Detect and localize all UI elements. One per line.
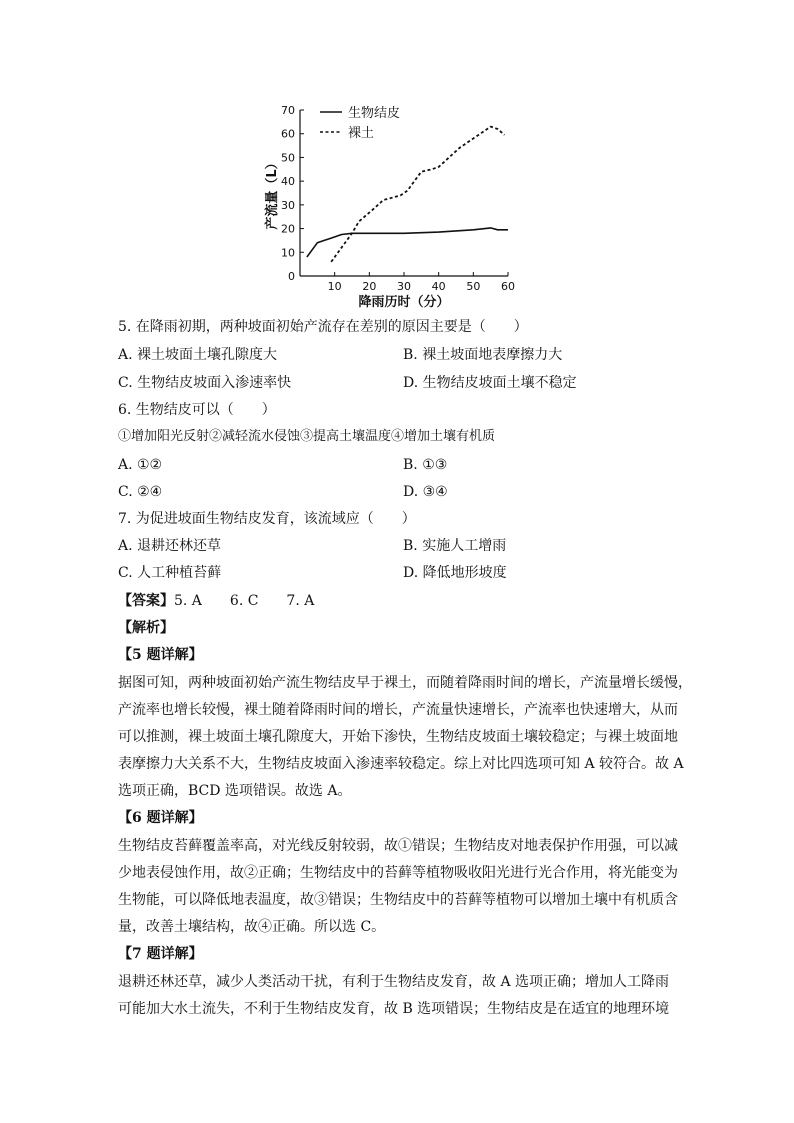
q7-option-a: A. 退耕还林还草: [118, 538, 222, 554]
detail5-line: 据图可知，两种坡面初始产流生物结皮早于裸土，而随着降雨时间的增长，产流量增长缓慢，: [118, 675, 692, 691]
answer-label: 【答案】: [118, 593, 174, 609]
detail7-label: 【7 题详解】: [118, 946, 203, 962]
detail5-line: 可以推测，裸土坡面土壤孔隙度大，开始下渗快，生物结皮坡面土壤较稳定；与裸土坡面地: [118, 729, 678, 745]
y-tick-label: 60: [281, 127, 295, 141]
y-tick-label: 40: [281, 175, 295, 189]
chart-svg: [262, 98, 562, 313]
runoff-line-chart: [262, 98, 562, 313]
detail6-line: 生物结皮苔藓覆盖率高，对光线反射较弱，故①错误；生物结皮对地表保护作用强，可以减: [118, 838, 678, 854]
q6-option-a: A. ①②: [118, 457, 163, 473]
q6-stem: 6. 生物结皮可以（ ）: [118, 402, 276, 418]
analysis-label: 【解析】: [118, 620, 174, 636]
detail5-label: 【5 题详解】: [118, 647, 203, 663]
detail6-line: 少地表侵蚀作用，故②正确；生物结皮中的苔藓等植物吸收阳光进行光合作用，将光能变为: [118, 865, 678, 881]
series-line-2: [331, 127, 504, 262]
q6-option-d: D. ③④: [403, 484, 448, 500]
q6-option-b: B. ①③: [403, 457, 448, 473]
series-line-1: [307, 228, 508, 257]
x-axis-label: 降雨历时（分）: [358, 295, 450, 310]
detail5-line: 表摩擦力大关系不大，生物结皮坡面入渗速率较稳定。综上对比四选项可知 A 较符合。故 A: [118, 756, 684, 772]
x-tick-label: 30: [397, 280, 411, 293]
y-tick-label: 50: [281, 151, 295, 165]
detail5-line: 选项正确，BCD 选项错误。故选 A。: [118, 783, 352, 799]
q5-option-c: C. 生物结皮坡面入渗速率快: [118, 375, 292, 391]
detail6-line: 量，改善土壤结构，故④正确。所以选 C。: [118, 919, 386, 935]
q6-items: ①增加阳光反射②减轻流水侵蚀③提高土壤温度④增加土壤有机质: [118, 429, 496, 444]
legend-label-2: 裸土: [348, 126, 375, 141]
q7-option-d: D. 降低地形坡度: [403, 565, 507, 581]
y-axis-label: 产流量（L）: [265, 156, 280, 230]
y-tick-label: 30: [281, 198, 295, 212]
q5-option-a: A. 裸土坡面土壤孔隙度大: [118, 347, 278, 363]
q5-stem: 5. 在降雨初期，两种坡面初始产流存在差别的原因主要是（ ）: [118, 319, 528, 335]
y-tick-label: 70: [281, 104, 295, 117]
legend-label-1: 生物结皮: [348, 106, 401, 121]
x-tick-label: 20: [362, 280, 377, 293]
y-tick-label: 20: [281, 222, 295, 236]
x-tick-label: 50: [466, 280, 481, 293]
q7-option-b: B. 实施人工增雨: [403, 538, 507, 554]
y-tick-label: 0: [288, 270, 295, 283]
q5-option-b: B. 裸土坡面地表摩擦力大: [403, 347, 563, 363]
detail7-line: 可能加大水土流失，不利于生物结皮发育，故 B 选项错误；生物结皮是在适宜的地理环境: [118, 1001, 670, 1017]
q7-option-c: C. 人工种植苔藓: [118, 565, 222, 581]
q5-option-d: D. 生物结皮坡面土壤不稳定: [403, 375, 577, 391]
answer-text: 5. A 6. C 7. A: [174, 593, 315, 609]
q7-stem: 7. 为促进坡面生物结皮发育，该流域应（ ）: [118, 511, 416, 527]
q6-option-c: C. ②④: [118, 484, 163, 500]
detail6-label: 【6 题详解】: [118, 810, 203, 826]
detail7-line: 退耕还林还草，减少人类活动干扰，有利于生物结皮发育，故 A 选项正确；增加人工降雨: [118, 974, 670, 990]
x-tick-label: 60: [501, 280, 515, 293]
x-tick-label: 40: [431, 280, 446, 293]
detail5-line: 产流率也增长较慢，裸土随着降雨时间的增长，产流量快速增长，产流率也快速增大，从而: [118, 702, 678, 718]
detail6-line: 生物能，可以降低地表温度，故③错误；生物结皮中的苔藓等植物可以增加土壤中有机质含: [118, 892, 678, 908]
y-tick-label: 10: [281, 246, 295, 260]
answer-line: [118, 591, 314, 611]
x-tick-label: 10: [327, 280, 342, 293]
